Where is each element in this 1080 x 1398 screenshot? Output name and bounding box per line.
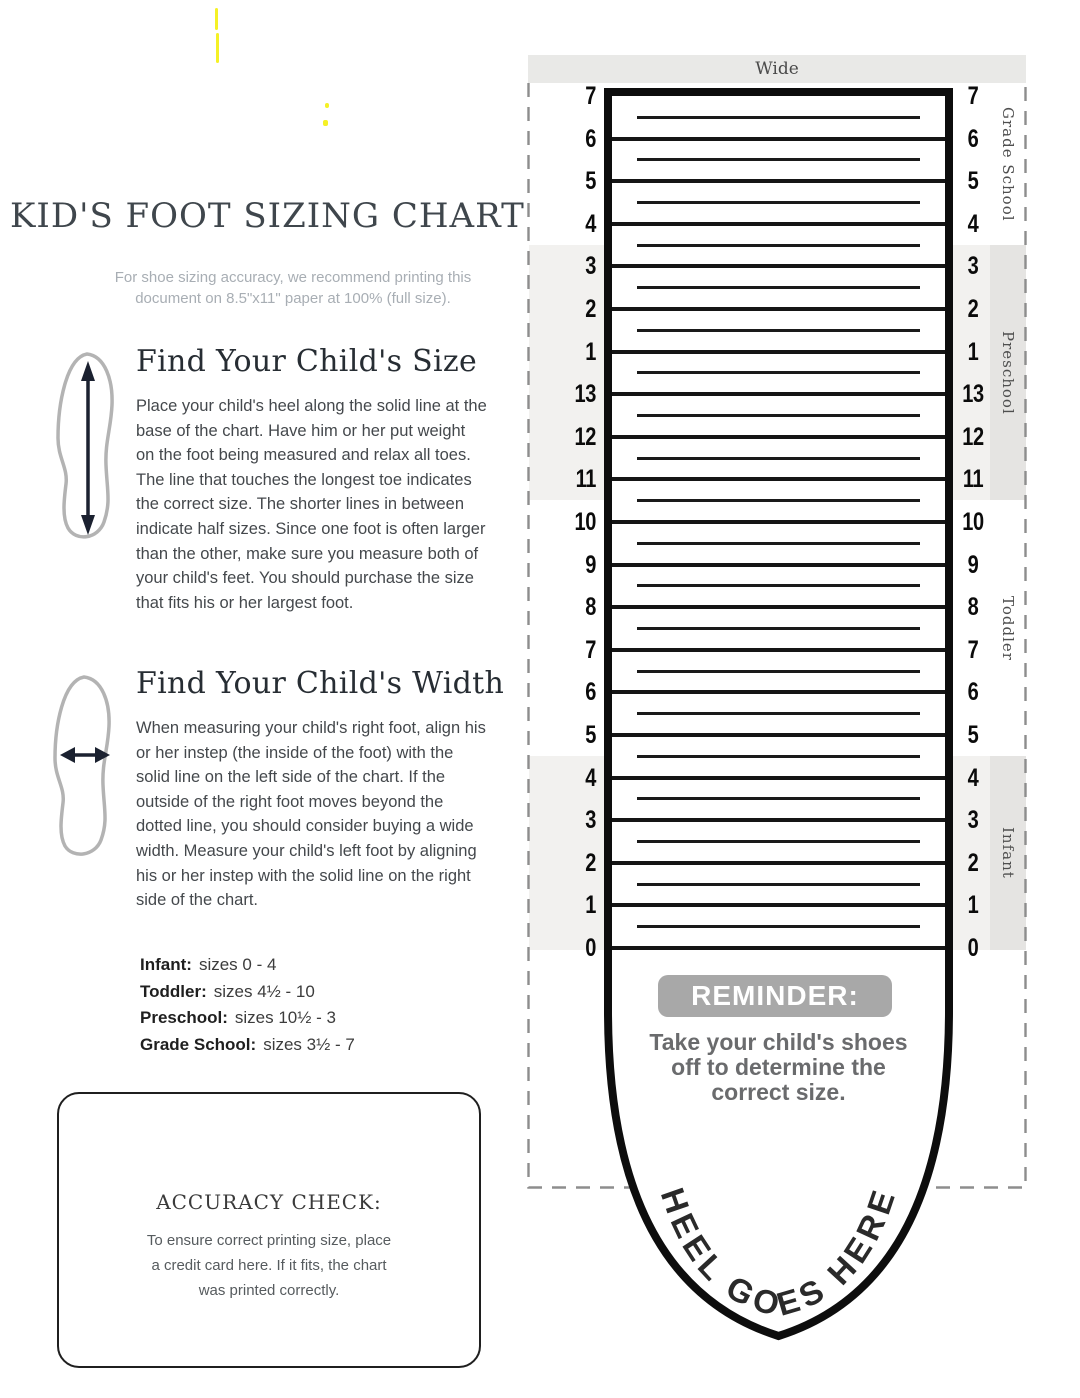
size-label-right: 5 <box>967 167 979 196</box>
size-label-right: 11 <box>962 465 984 494</box>
range-label: Preschool: <box>140 1008 228 1027</box>
size-label-right: 1 <box>967 891 979 920</box>
range-value: sizes 3½ - 7 <box>263 1034 355 1054</box>
range-label: Toddler: <box>140 981 207 1001</box>
size-label-left: 10 <box>574 508 596 536</box>
range-label: Infant: <box>140 955 192 974</box>
section-label-infant: Infant <box>999 827 1017 879</box>
size-label-right: 2 <box>967 848 979 877</box>
size-label-right: 9 <box>967 550 979 579</box>
wide-bar <box>528 55 1026 83</box>
size-label-left: 2 <box>585 848 596 877</box>
size-label-right: 7 <box>967 635 979 664</box>
reminder-line: correct size. <box>711 1079 846 1105</box>
section-label-preschool: Preschool <box>999 330 1017 415</box>
section-label-toddler: Toddler <box>999 595 1017 661</box>
range-value: sizes 10½ - 3 <box>234 1008 336 1027</box>
subtitle-line: For shoe sizing accuracy, we recommend printing this <box>114 269 472 286</box>
size-label-left: 7 <box>585 635 596 664</box>
find-width-body: When measuring your child's right foot, align his or her instep (the inside of the foot) with the solid line on the left side of the chart. If the outside of the right foot moves beyond the dotted line, you should consider buying a wide width. Measure your child's left foot by aligning his or her instep with the solid line on the right side of the chart. <box>136 719 486 910</box>
yellow-artifact <box>323 120 328 126</box>
yellow-artifact <box>216 33 219 63</box>
size-label-right: 0 <box>967 934 979 962</box>
size-label-right: 8 <box>967 593 979 622</box>
section-label-grade-school: Grade School <box>999 106 1017 222</box>
reminder-badge-label: REMINDER: <box>691 980 859 1011</box>
size-label-left: 1 <box>585 337 596 366</box>
size-label-right: 1 <box>967 337 979 366</box>
reminder-line: Take your child's shoes <box>649 1029 908 1055</box>
size-label-left: 7 <box>585 82 596 110</box>
subtitle-line: document on 8.5"x11" paper at 100% (full size). <box>135 290 451 307</box>
accuracy-line: a credit card here. If it fits, the chart <box>151 1257 387 1274</box>
size-label-left: 12 <box>574 422 596 451</box>
reminder-badge <box>658 975 892 1017</box>
size-label-right: 3 <box>967 806 979 835</box>
size-label-right: 3 <box>967 252 979 281</box>
size-label-left: 8 <box>585 593 596 622</box>
yellow-artifact <box>215 8 218 30</box>
size-label-right: 13 <box>962 380 984 409</box>
range-label: Grade School: <box>140 1034 257 1054</box>
size-label-left: 6 <box>585 124 596 153</box>
size-label-left: 5 <box>585 167 596 196</box>
yellow-artifact <box>325 103 329 108</box>
reminder-text <box>623 1030 934 1105</box>
size-label-right: 4 <box>967 209 979 238</box>
foot-chart-outline <box>608 92 949 1336</box>
size-label-left: 3 <box>585 806 596 835</box>
size-label-left: 5 <box>585 721 596 749</box>
accuracy-line: was printed correctly. <box>198 1282 340 1299</box>
size-label-left: 0 <box>585 934 596 962</box>
wide-label: Wide <box>755 59 799 79</box>
size-label-left: 3 <box>585 252 596 281</box>
size-label-left: 9 <box>585 550 596 579</box>
size-label-left: 4 <box>585 209 596 238</box>
accuracy-line: To ensure correct printing size, place <box>146 1232 392 1249</box>
reminder-line: off to determine the <box>671 1054 886 1080</box>
size-label-left: 4 <box>585 763 596 792</box>
size-label-right: 12 <box>962 422 984 451</box>
accuracy-check-heading: ACCURACY CHECK: <box>156 1190 382 1214</box>
size-label-right: 2 <box>967 295 979 323</box>
size-label-left: 6 <box>585 678 596 707</box>
size-label-left: 2 <box>585 295 596 323</box>
size-label-right: 7 <box>967 82 979 110</box>
range-value: sizes 0 - 4 <box>198 955 277 974</box>
page-title: KID'S FOOT SIZING CHART <box>10 196 525 236</box>
size-label-right: 10 <box>962 508 984 536</box>
size-label-right: 6 <box>967 678 979 707</box>
find-size-body: Place your child's heel along the solid line at the base of the chart. Have him or her put weight on the foot being measured and relax all toes. The line that touches the longest toe indicates the correct size. The shorter lines in between indicate half sizes. Since one foot is often larger than the other, make sure you measure both of your child's feet. You should purchase the size that fits his or her largest foot. <box>136 397 487 612</box>
size-label-left: 13 <box>574 380 596 409</box>
find-width-heading: Find Your Child's Width <box>136 666 505 701</box>
heel-goes-here-label: HEEL GOES HERE <box>653 1181 904 1324</box>
size-label-left: 11 <box>575 465 596 494</box>
find-size-heading: Find Your Child's Size <box>136 344 478 379</box>
size-label-right: 4 <box>967 763 979 792</box>
size-label-right: 6 <box>967 124 979 153</box>
size-label-right: 5 <box>967 721 979 749</box>
size-label-left: 1 <box>585 891 596 920</box>
range-value: sizes 4½ - 10 <box>213 981 315 1001</box>
